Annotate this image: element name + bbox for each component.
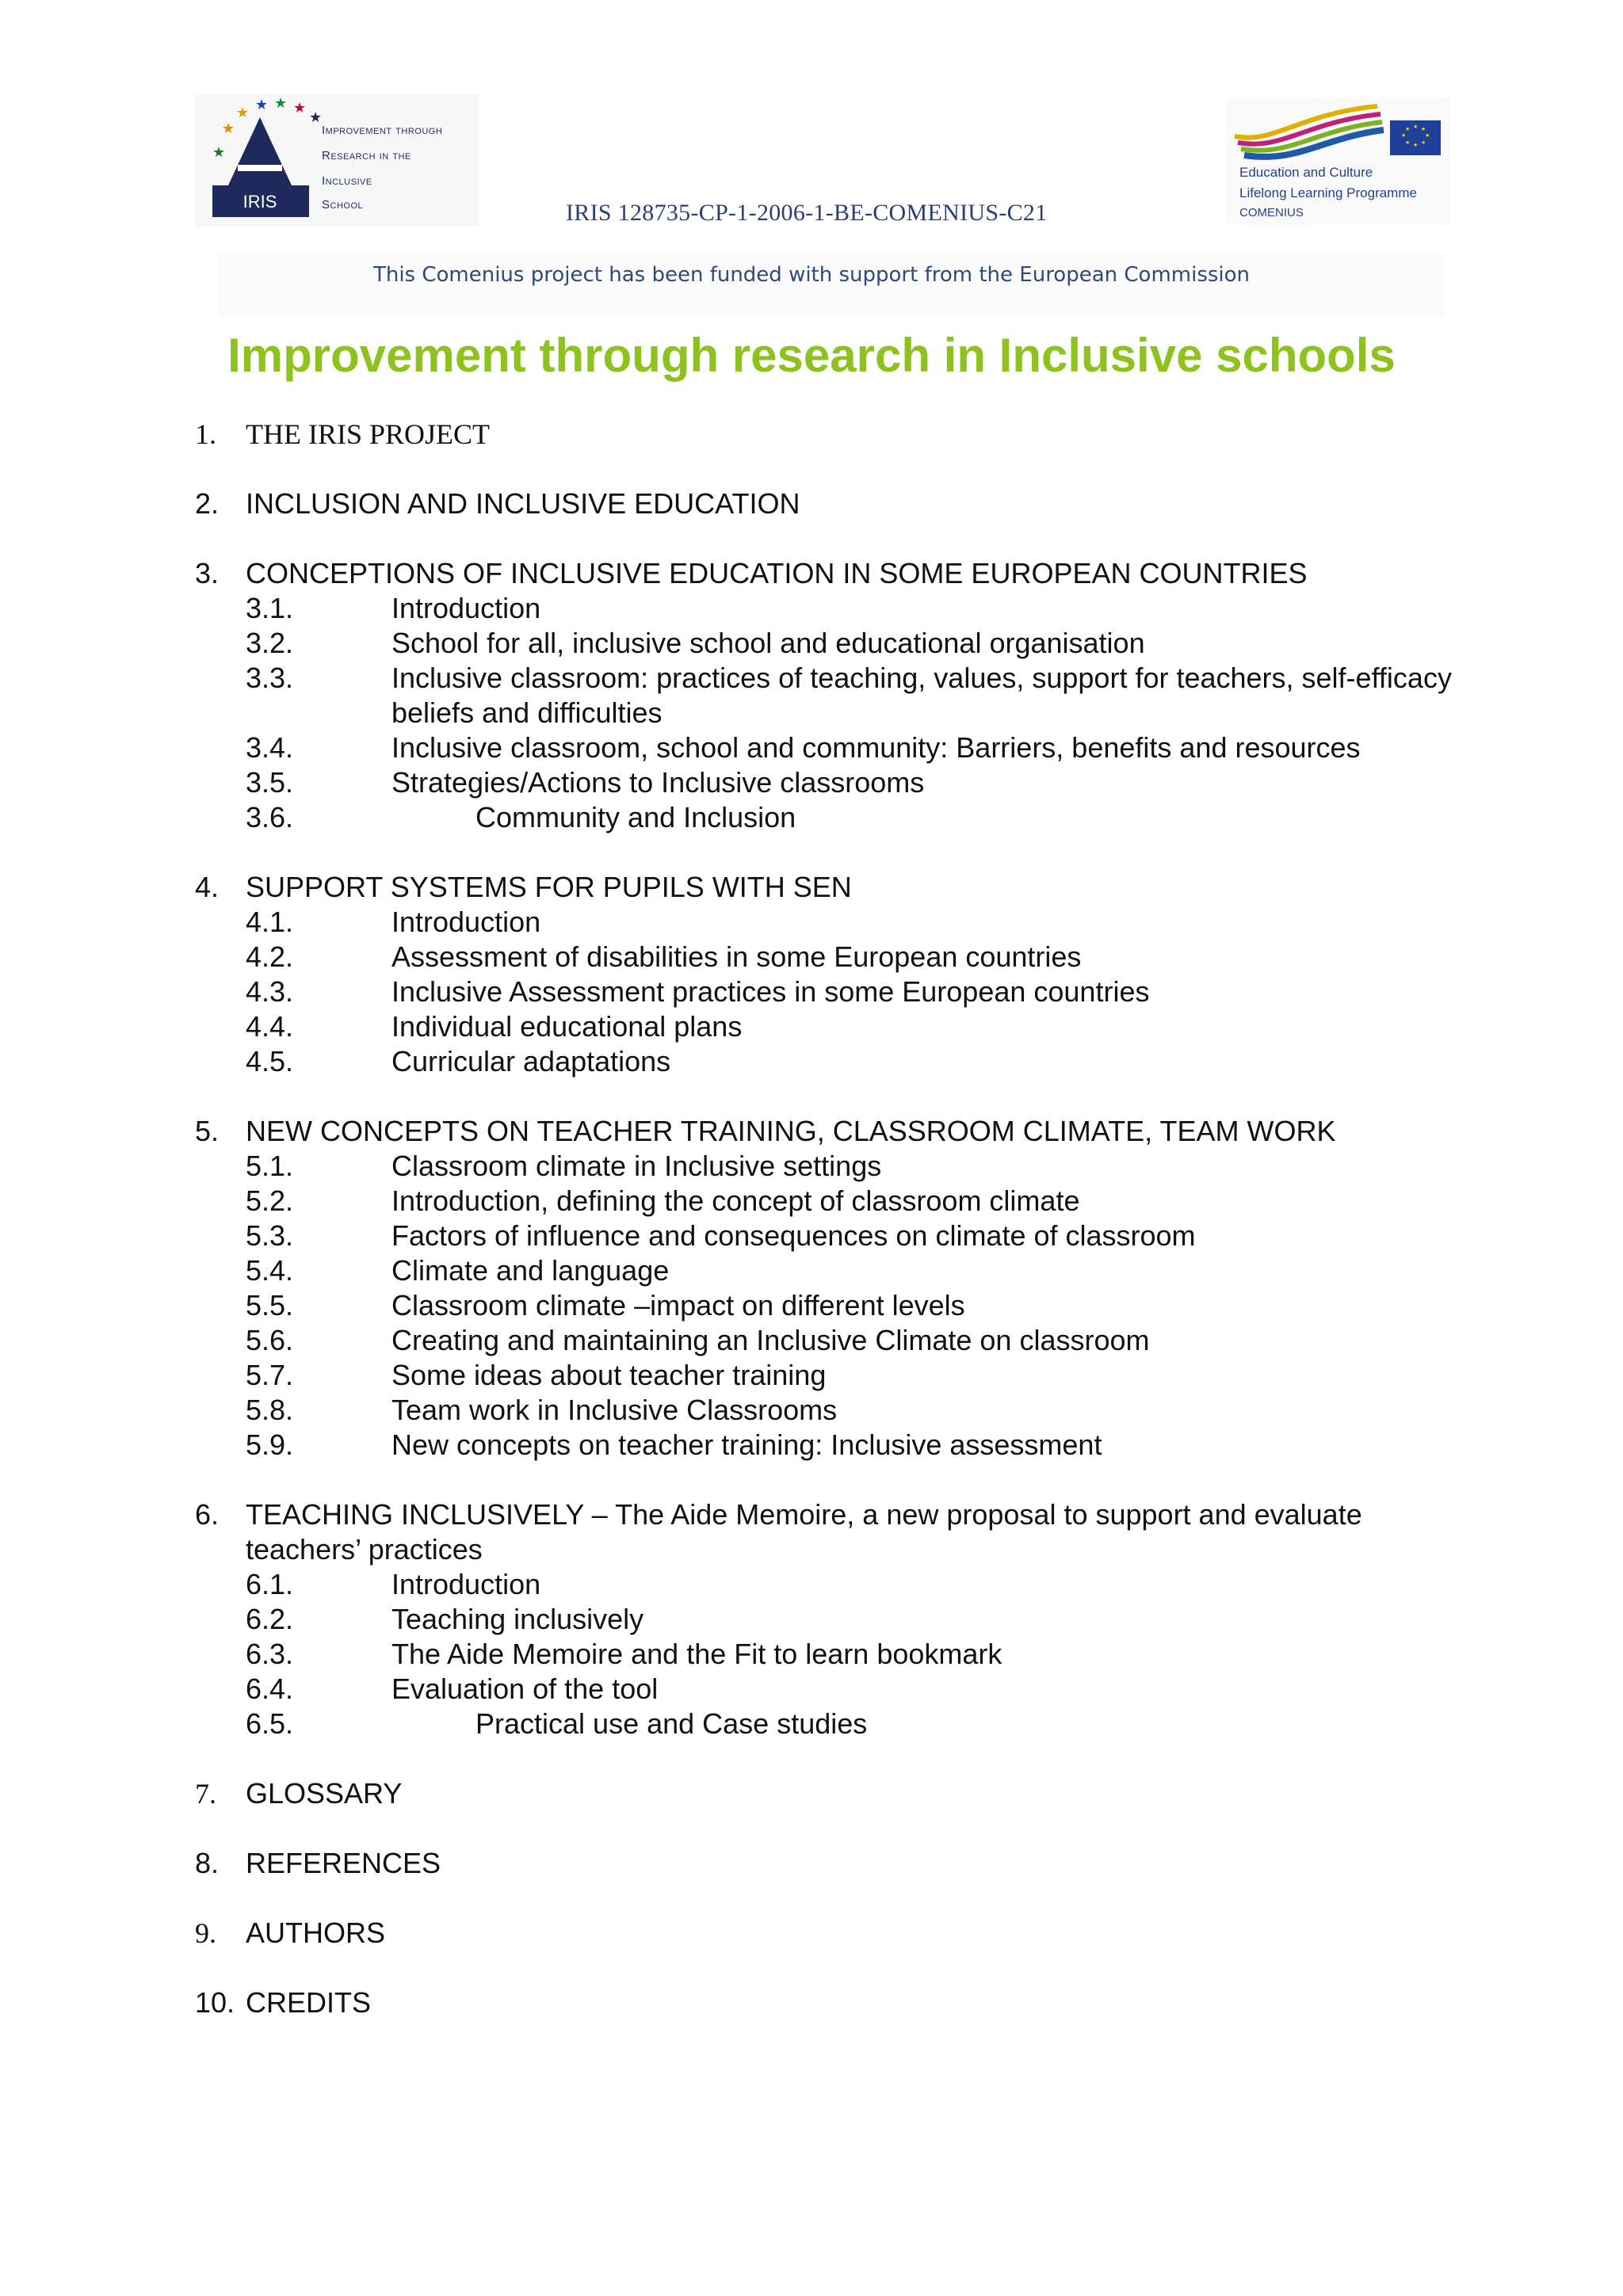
- iris-logo-line-3: Inclusive: [322, 174, 372, 188]
- toc-subsection-title: Introduction, defining the concept of classroom climate: [391, 1184, 1080, 1217]
- toc-section-title: SUPPORT SYSTEMS FOR PUPILS WITH SEN: [246, 871, 852, 903]
- toc-subsection-title: Inclusive classroom: practices of teaching, values, support for teachers, self-efficacy beliefs and difficulties: [391, 662, 1452, 729]
- toc-subsection: [246, 940, 1463, 974]
- toc-subsection-number: 4.1.: [246, 906, 294, 938]
- toc-subsection-title: Factors of influence and consequences on climate of classroom: [391, 1219, 1196, 1252]
- toc-subsection-title: Creating and maintaining an Inclusive Climate on classroom: [391, 1324, 1150, 1356]
- eu-logo-line-3: COMENIUS: [1239, 206, 1304, 219]
- toc-subsection-title: Assessment of disabilities in some European countries: [391, 940, 1082, 973]
- toc-subsection-number: 5.6.: [246, 1324, 294, 1356]
- svg-text:★: ★: [274, 95, 288, 111]
- toc-subsection-title: Classroom climate –impact on different levels: [391, 1289, 965, 1322]
- toc-section-title: CREDITS: [246, 1986, 372, 2019]
- svg-text:★: ★: [1425, 133, 1430, 139]
- toc-subsection: [246, 1637, 1463, 1672]
- toc-subsection: [246, 661, 1463, 730]
- toc-subsection-number: 5.7.: [246, 1359, 294, 1391]
- toc-subsection: [246, 1009, 1463, 1044]
- svg-text:★: ★: [255, 97, 269, 113]
- table-of-contents: [195, 417, 1463, 2055]
- svg-text:★: ★: [1405, 140, 1411, 146]
- svg-text:★: ★: [1413, 124, 1419, 130]
- toc-subsection: [246, 626, 1463, 661]
- toc-section-title: REFERENCES: [246, 1847, 441, 1879]
- toc-subsection-number: 5.1.: [246, 1150, 294, 1182]
- toc-subsection-title: Community and Inclusion: [475, 801, 796, 833]
- toc-subsection-title: Curricular adaptations: [391, 1045, 671, 1077]
- toc-subsection: [246, 1393, 1463, 1428]
- toc-section-title: AUTHORS: [246, 1917, 386, 1949]
- toc-section-10: [195, 1985, 1463, 2020]
- toc-subsection-title: Evaluation of the tool: [391, 1672, 659, 1705]
- toc-subsection: [246, 765, 1463, 800]
- toc-subsection: [246, 591, 1463, 626]
- toc-subsection: [246, 974, 1463, 1009]
- toc-subsection: [246, 1184, 1463, 1219]
- svg-text:★: ★: [222, 120, 235, 136]
- iris-logo: [195, 93, 479, 227]
- toc-section-9: [195, 1916, 1463, 1951]
- svg-text:★: ★: [1401, 133, 1407, 139]
- toc-subsection-title: Individual educational plans: [391, 1010, 743, 1043]
- toc-section-number: 6.: [195, 1498, 220, 1531]
- toc-subsection-title: Some ideas about teacher training: [391, 1359, 827, 1391]
- svg-text:★: ★: [309, 109, 323, 125]
- toc-subsection-number: 3.2.: [246, 627, 294, 659]
- toc-section-title: INCLUSION AND INCLUSIVE EDUCATION: [246, 487, 800, 520]
- eu-programme-logo: [1227, 98, 1450, 225]
- toc-section-3: [195, 556, 1463, 835]
- toc-subsection-title: Teaching inclusively: [391, 1603, 644, 1635]
- iris-logo-word: IRIS: [242, 192, 277, 212]
- svg-text:★: ★: [236, 105, 250, 120]
- svg-text:★: ★: [1405, 127, 1411, 132]
- toc-section-1: [195, 417, 1463, 452]
- toc-subsection: [246, 730, 1463, 765]
- toc-section-number: 5.: [195, 1115, 220, 1147]
- toc-subsection-number: 6.1.: [246, 1568, 294, 1600]
- toc-section-number: 2.: [195, 487, 220, 520]
- toc-subsection: [246, 1288, 1463, 1323]
- project-code: IRIS 128735-CP-1-2006-1-BE-COMENIUS-C21: [566, 200, 1048, 226]
- toc-subsection: [246, 1253, 1463, 1288]
- toc-subsection: [246, 1323, 1463, 1358]
- toc-subsection-number: 4.2.: [246, 940, 294, 973]
- toc-subsection-title: Practical use and Case studies: [475, 1707, 868, 1740]
- toc-section-title: GLOSSARY: [246, 1777, 403, 1810]
- toc-subsection: [246, 1219, 1463, 1253]
- toc-section-number: 1.: [195, 418, 216, 450]
- toc-subsection-title: The Aide Memoire and the Fit to learn bookmark: [391, 1638, 1002, 1670]
- eu-logo-line-1: Education and Culture: [1239, 165, 1373, 180]
- toc-subsection-number: 3.1.: [246, 592, 294, 624]
- toc-subsection: [246, 1428, 1463, 1463]
- document-title: Improvement through research in Inclusive schools: [227, 329, 1396, 382]
- toc-subsection-number: 5.3.: [246, 1219, 294, 1252]
- svg-text:★: ★: [1413, 143, 1419, 148]
- toc-subsection-number: 5.4.: [246, 1254, 294, 1287]
- toc-section-8: [195, 1846, 1463, 1881]
- toc-subsection: [246, 905, 1463, 940]
- toc-subsection-title: School for all, inclusive school and educational organisation: [391, 627, 1145, 659]
- toc-subsection-title: New concepts on teacher training: Inclusive assessment: [391, 1428, 1102, 1461]
- toc-subsection-title: Classroom climate in Inclusive settings: [391, 1150, 882, 1182]
- toc-subsection-number: 5.5.: [246, 1289, 294, 1322]
- toc-subsection-number: 6.5.: [246, 1707, 294, 1740]
- svg-text:★: ★: [212, 144, 226, 160]
- toc-section-number: 4.: [195, 871, 220, 903]
- toc-section-number: 8.: [195, 1847, 220, 1879]
- toc-section-number: 10.: [195, 1986, 235, 2019]
- toc-subsection-number: 5.2.: [246, 1184, 294, 1217]
- toc-subsection-number: 4.4.: [246, 1010, 294, 1043]
- toc-subsection-number: 6.3.: [246, 1638, 294, 1670]
- toc-subsection-number: 3.4.: [246, 731, 294, 764]
- toc-section-title: NEW CONCEPTS ON TEACHER TRAINING, CLASSROOM CLIMATE, TEAM WORK: [246, 1115, 1336, 1147]
- funding-note: This Comenius project has been funded with support from the European Commission: [372, 263, 1251, 287]
- svg-text:★: ★: [1421, 127, 1426, 132]
- toc-section-6: [195, 1497, 1463, 1741]
- toc-subsection-title: Inclusive Assessment practices in some European countries: [391, 975, 1150, 1008]
- toc-subsection-title: Introduction: [391, 906, 541, 938]
- toc-subsection-number: 3.5.: [246, 766, 294, 799]
- toc-subsection: [246, 1707, 1463, 1741]
- toc-subsection-number: 6.4.: [246, 1672, 294, 1705]
- toc-section-2: [195, 486, 1463, 521]
- toc-section-number: 9.: [195, 1917, 216, 1949]
- toc-subsection-number: 6.2.: [246, 1603, 294, 1635]
- toc-subsection-number: 4.5.: [246, 1045, 294, 1077]
- toc-subsection: [246, 1149, 1463, 1184]
- toc-subsection: [246, 1358, 1463, 1393]
- toc-section-number: 3.: [195, 557, 220, 589]
- toc-subsection: [246, 1672, 1463, 1707]
- iris-logo-line-4: School: [322, 198, 364, 212]
- toc-subsection-title: Climate and language: [391, 1254, 670, 1287]
- toc-subsection: [246, 1044, 1463, 1079]
- toc-subsection-number: 3.3.: [246, 662, 294, 694]
- toc-section-4: [195, 870, 1463, 1079]
- toc-subsection-title: Team work in Inclusive Classrooms: [391, 1394, 838, 1426]
- toc-subsection-number: 4.3.: [246, 975, 294, 1008]
- toc-section-7: [195, 1776, 1463, 1811]
- toc-section-number: 7.: [195, 1778, 216, 1810]
- toc-subsection-number: 3.6.: [246, 801, 294, 833]
- toc-subsection: [246, 1567, 1463, 1602]
- toc-section-title: CONCEPTIONS OF INCLUSIVE EDUCATION IN SOME EUROPEAN COUNTRIES: [246, 557, 1308, 589]
- toc-subsection: [246, 1602, 1463, 1637]
- toc-subsection-number: 5.8.: [246, 1394, 294, 1426]
- iris-logo-line-2: Research in the: [322, 149, 411, 162]
- toc-subsection-title: Introduction: [391, 592, 541, 624]
- toc-subsection-title: Introduction: [391, 1568, 541, 1600]
- iris-logo-line-1: Improvement through: [322, 124, 443, 137]
- toc-subsection-number: 5.9.: [246, 1428, 294, 1461]
- eu-logo-line-2: Lifelong Learning Programme: [1239, 185, 1417, 200]
- toc-subsection-title: Strategies/Actions to Inclusive classrooms: [391, 766, 925, 799]
- toc-subsection: [246, 800, 1463, 835]
- toc-section-title: TEACHING INCLUSIVELY – The Aide Memoire, a new proposal to support and evaluate teachers’ practices: [246, 1498, 1362, 1566]
- svg-text:★: ★: [293, 100, 307, 116]
- svg-text:★: ★: [1421, 140, 1426, 146]
- toc-section-5: [195, 1114, 1463, 1463]
- toc-subsection-title: Inclusive classroom, school and community: Barriers, benefits and resources: [391, 731, 1361, 764]
- toc-section-title: THE IRIS PROJECT: [246, 418, 491, 450]
